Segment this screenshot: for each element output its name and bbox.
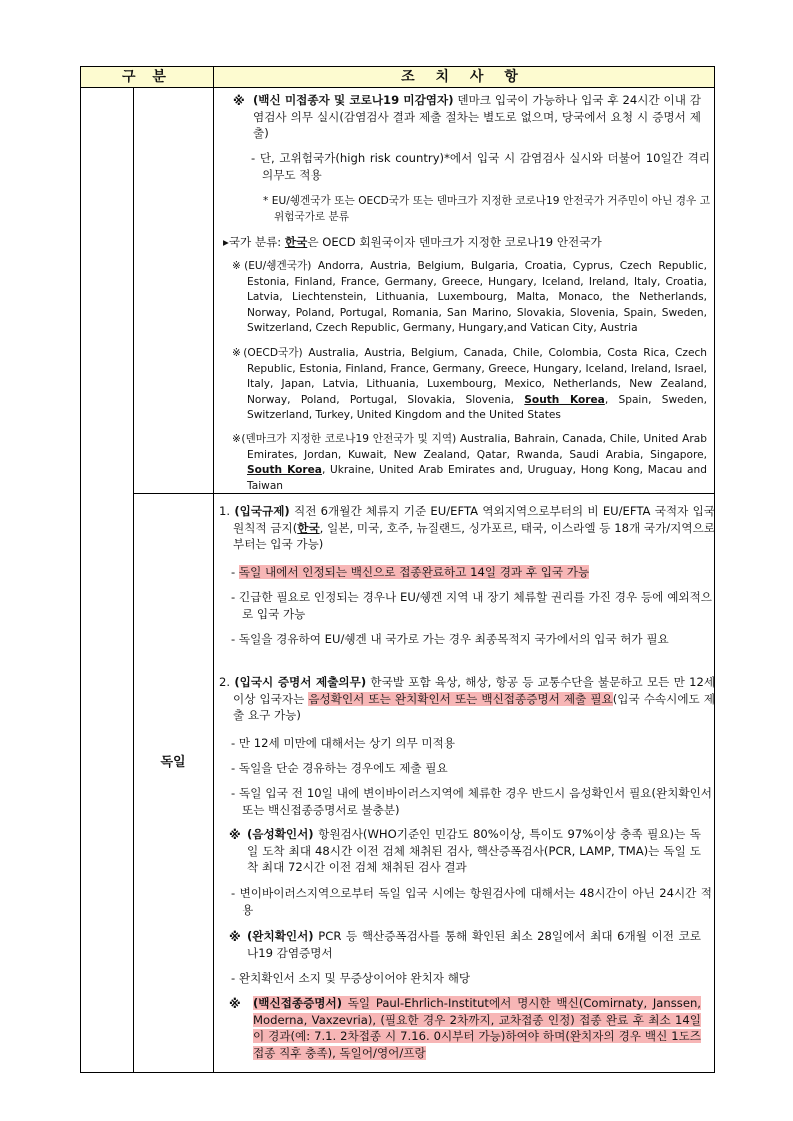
section-number-1: 1. — [219, 504, 235, 518]
header-measures: 조 치 사 항 — [401, 69, 526, 85]
entry-restriction-title: (입국규제) — [234, 504, 290, 518]
safe-korea: South Korea — [247, 464, 322, 476]
recovery-paragraph — [247, 928, 701, 961]
exception-item: - 긴급한 필요로 인정되는 경우나 EU/쉥겐 지역 내 장기 체류할 권리를 가진 경우 등에 예외적으로 입국 가능 — [231, 590, 712, 621]
negative-test-title: (음성확인서) — [247, 827, 314, 841]
certificate-requirement-paragraph — [219, 674, 715, 724]
table-header — [81, 67, 714, 88]
country-label: 독일 — [160, 755, 186, 770]
oecd-list-text: ※(OECD국가) Australia, Austria, Belgium, Canada, Chile, Colombia, Costa Rica, Czech Republic, Estonia, Finland, France, Germany, Greece, Hungary, Iceland, Ireland, Israel, Italy, Japan, Latvia, Lithuania, Luxembourg, Mexico, Netherlands, New Zealand, Norway, Poland, Portugal, Slovakia, Slovenia, — [232, 347, 707, 406]
recovery-condition-item: - 완치확인서 소지 및 무증상이어야 완치자 해당 — [231, 971, 471, 985]
classification-prefix: ▸국가 분류: — [223, 235, 285, 249]
safe-country-list — [232, 432, 707, 494]
vaccinated-entry-highlight: 독일 내에서 인정되는 백신으로 접종완료하고 14일 경과 후 입국 가능 — [238, 565, 590, 579]
safe-list-text: ※(덴마크가 지정한 코로나19 안전국가 및 지역) Australia, Bahrain, Canada, Chile, United Arab Emirates, Jordan, Kuwait, New Zealand, Qatar, Rwanda, Saudi Arabia, Singapore, — [232, 433, 707, 461]
high-risk-footnote: * EU/쉥겐국가 또는 OECD국가 또는 덴마크가 지정한 코로나19 안전국가 거주민이 아닌 경우 고위험국가로 분류 — [263, 195, 710, 223]
certificate-title: (입국시 증명서 제출의무) — [234, 675, 367, 689]
header-category: 구 분 — [81, 67, 214, 87]
antigen-variant-item: - 변이바이러스지역으로부터 독일 입국 시에는 항원검사에 대해서는 48시간이 아닌 24시간 적용 — [231, 886, 712, 917]
vaccinated-entry-item — [231, 564, 701, 581]
classification-korea: 한국 — [284, 235, 308, 249]
note-mark: ※ — [229, 930, 241, 944]
vaccination-certificate-highlight: (백신접종증명서) 독일 Paul-Ehrlich-Institut에서 명시한 백신(Comirnaty, Janssen, Moderna, Vaxzevria), (필요한 경우 2차까지, 교차접종 인정) 접종 완료 후 최소 14일이 경과(예: 7.1. 2차접종 시 7.16. 0시부터 가능)하여야 하며(완치자의 경우 백신 1도즈 접종 직후 충족), 독일어/영어/프랑 — [253, 996, 701, 1060]
transit-submission-item: - 독일을 단순 경유하는 경우에도 제출 필요 — [231, 761, 448, 775]
negative-test-paragraph — [247, 826, 701, 876]
note-mark: ※ — [229, 828, 241, 842]
section-number-2: 2. — [219, 675, 235, 689]
high-risk-paragraph: - 단, 고위험국가(high risk country)*에서 입국 시 감염검사 실시와 더불어 10일간 격리 의무도 적용 — [251, 151, 710, 182]
oecd-list-rest: , Spain, Sweden, Switzerland, Turkey, United Kingdom and the United States — [247, 393, 707, 421]
safe-list-rest: , Ukraine, United Arab Emirates and, Uruguay, Hong Kong, Macau and Taiwan — [247, 464, 707, 492]
oecd-korea: South Korea — [524, 393, 605, 406]
column-divider-inner — [133, 87, 134, 1072]
under-12-item: - 만 12세 미만에 대해서는 상기 의무 미적용 — [231, 736, 455, 750]
eu-schengen-list: ※(EU/쉥겐국가) Andorra, Austria, Belgium, Bulgaria, Croatia, Cyprus, Czech Republic, Estonia, Finland, France, Germany, Greece, Hungary, Iceland, Ireland, Italy, Croatia, Latvia, Liechtenstein, Lithuania, Luxembourg, Malta, Monaco, the Netherlands, Norway, Poland, Portugal, Romania, San Marino, Slovakia, Slovenia, Spain, Sweden, Switzerland, Czech Republic, Germany, Hungary,and Vatican City, Austria — [232, 260, 707, 334]
variant-area-item: - 독일 입국 전 10일 내에 변이바이러스지역에 체류한 경우 반드시 음성확인서 필요(완치확인서 또는 백신접종증명서로 불충분) — [231, 786, 712, 817]
recovery-text: PCR 등 핵산증폭검사를 통해 확인된 최소 28일에서 최대 6개월 이전 코로나19 감염증명서 — [247, 929, 701, 960]
recovery-title: (완치확인서) — [247, 929, 314, 943]
negative-test-text: 항원검사(WHO기준인 민감도 80%이상, 특이도 97%이상 충족 필요)는 독일 도착 최대 48시간 이전 검체 채취된 검사, 핵산증폭검사(PCR, LAMP, TMA)는 독일 도착 최대 72시간 이전 검체 채취된 검사 결과 — [247, 827, 701, 874]
oecd-list — [232, 346, 707, 424]
dash: - — [231, 565, 239, 579]
note-mark: ※ — [229, 997, 241, 1011]
unvaccinated-title: (백신 미접종자 및 코로나19 미감염자) — [253, 93, 454, 107]
entry-restriction-rest: , 일본, 미국, 호주, 뉴질랜드, 싱가포르, 태국, 이스라엘 등 18개 국가/지역으로부터는 입국 가능) — [233, 520, 715, 551]
vaccination-certificate-paragraph — [253, 995, 701, 1061]
unvaccinated-text: 덴마크 입국이 가능하나 입국 후 24시간 이내 감염검사 의무 실시(감염검사 결과 제출 절차는 별도로 없으며, 당국에서 요청 시 증명서 제출) — [253, 93, 701, 140]
entry-restriction-korea: 한국 — [297, 520, 320, 535]
entry-restriction-text: 직전 6개월간 체류지 기준 EU/EFTA 역외지역으로부터의 비 EU/EFTA 국적자 입국 원칙적 금지( — [233, 504, 715, 535]
unvaccinated-paragraph — [253, 92, 701, 142]
column-divider-main — [213, 87, 214, 1072]
entry-restriction-paragraph — [219, 503, 715, 553]
certificate-highlight: 음성확인서 또는 완치확인서 또는 백신접종증명서 제출 필요 — [308, 691, 613, 706]
certificate-rest: (입국 수속시에도 제출 요구 가능) — [233, 691, 715, 722]
transit-item: - 독일을 경유하여 EU/쉥겐 내 국가로 가는 경우 최종목적지 국가에서의 입국 허가 필요 — [231, 632, 669, 646]
certificate-text: 한국발 포함 육상, 해상, 항공 등 교통수단을 불문하고 모든 만 12세 이상 입국자는 — [233, 675, 716, 706]
note-mark: ※ — [233, 94, 245, 108]
classification-rest: 은 OECD 회원국이자 덴마크가 지정한 코로나19 안전국가 — [307, 235, 602, 249]
measures-table — [80, 66, 715, 1073]
country-classification — [223, 234, 703, 251]
